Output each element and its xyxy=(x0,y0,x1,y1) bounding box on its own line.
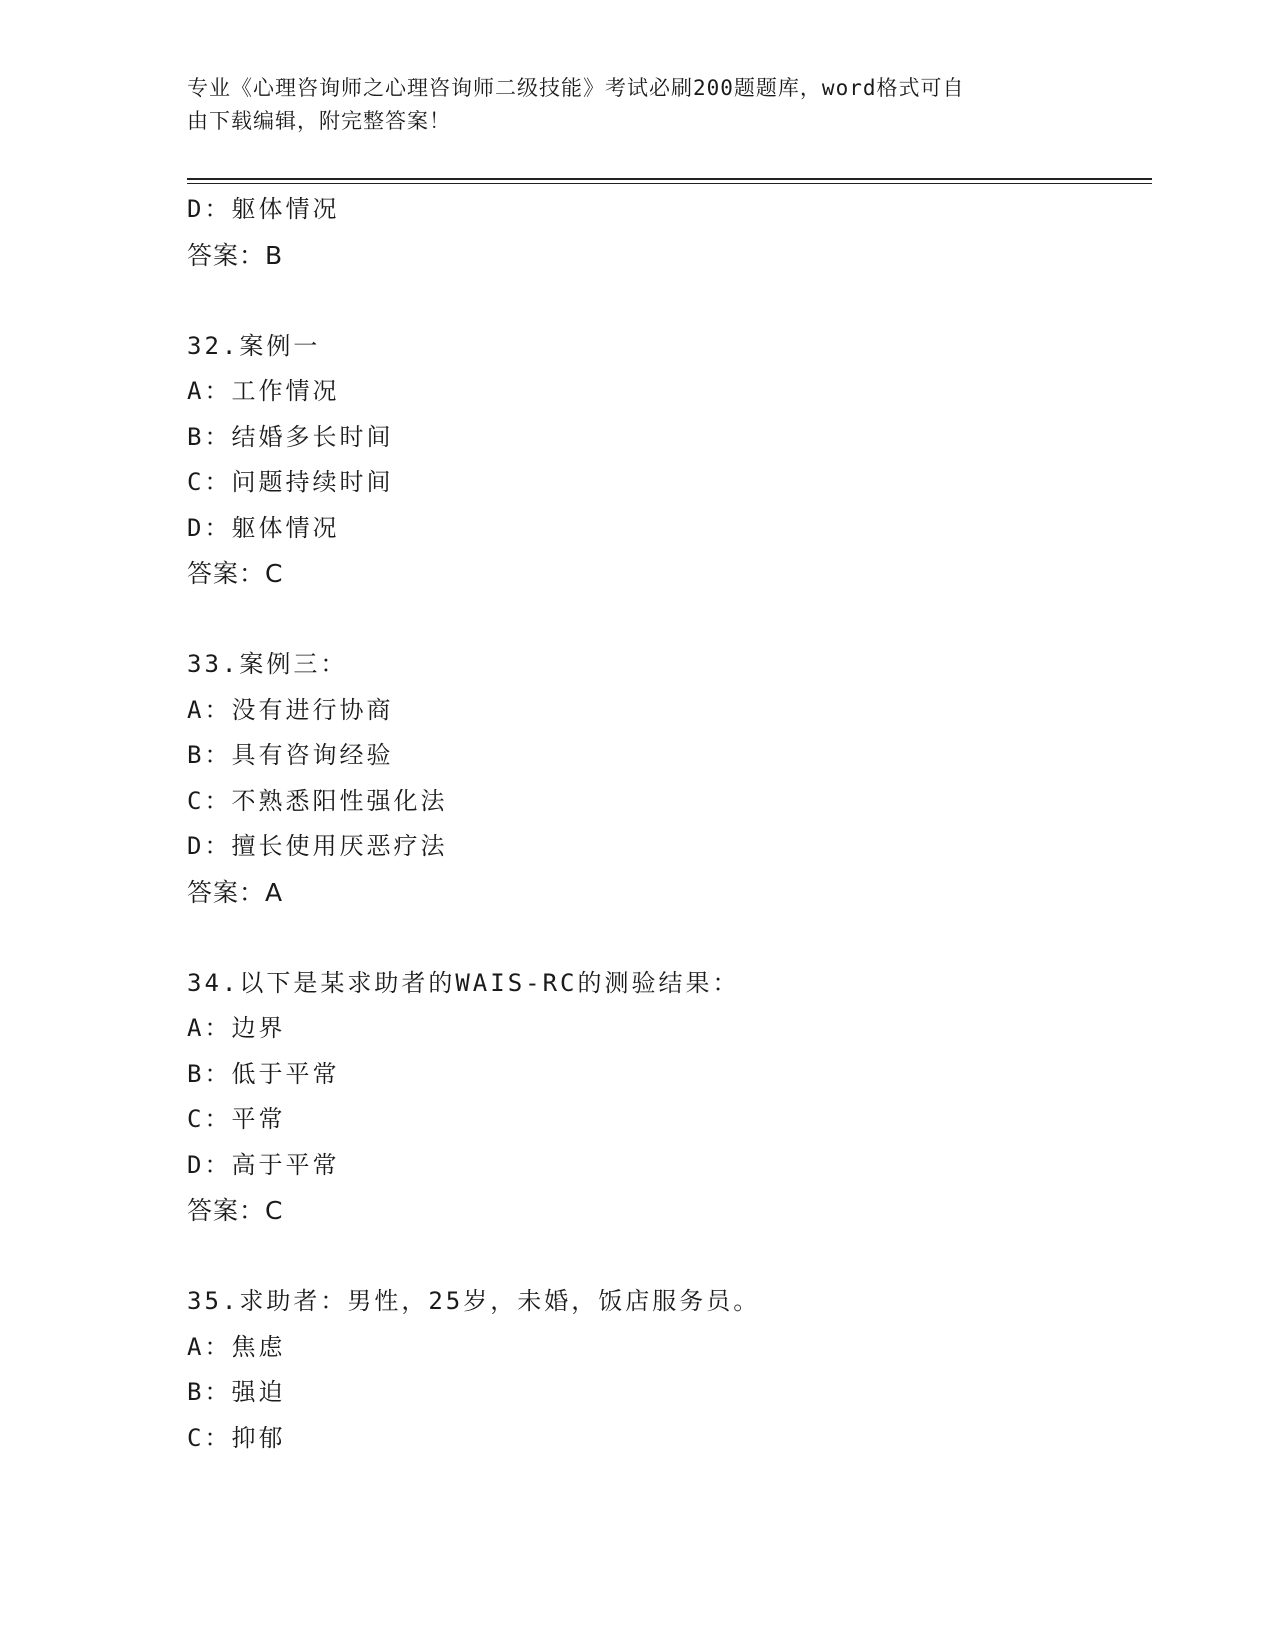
spacer xyxy=(187,915,1127,961)
option-a: A：边界 xyxy=(187,1014,286,1042)
answer-line: 答案：A xyxy=(187,877,284,907)
header-line-2: 由下载编辑，附完整答案！ xyxy=(187,109,451,133)
question-stem: 33.案例三： xyxy=(187,650,348,678)
option-c: C：抑郁 xyxy=(187,1423,286,1452)
option-a: A：工作情况 xyxy=(187,377,340,405)
option-b: B：强迫 xyxy=(187,1378,286,1406)
question-stem: 34.以下是某求助者的WAIS-RC的测验结果： xyxy=(187,968,740,997)
option-a: A：焦虑 xyxy=(187,1332,286,1361)
question-34 xyxy=(187,961,1127,1234)
option-d: D：擅长使用厌恶疗法 xyxy=(187,832,448,860)
answer-line: 答案：C xyxy=(187,1196,284,1225)
question-list xyxy=(187,187,1127,1461)
spacer xyxy=(187,597,1127,643)
header-divider-thin xyxy=(187,183,1152,184)
option-b: B：具有咨询经验 xyxy=(187,741,394,769)
option-c: C：平常 xyxy=(187,1105,286,1133)
answer-line: 答案：B xyxy=(187,240,284,270)
header-divider-thick xyxy=(187,178,1152,180)
question-32 xyxy=(187,324,1127,597)
option-d: D：高于平常 xyxy=(187,1150,340,1179)
option-c: C：不熟悉阳性强化法 xyxy=(187,786,448,815)
question-35 xyxy=(187,1279,1127,1461)
option-c: C：问题持续时间 xyxy=(187,468,394,496)
question-stem: 35.求助者：男性，25岁，未婚，饭店服务员。 xyxy=(187,1287,761,1315)
answer-line: 答案：C xyxy=(187,559,284,588)
question-stem: 32.案例一 xyxy=(187,331,321,360)
spacer xyxy=(187,1234,1127,1280)
question-33 xyxy=(187,642,1127,915)
option-b: B：低于平常 xyxy=(187,1059,340,1088)
document-header xyxy=(187,72,1067,138)
option-a: A：没有进行协商 xyxy=(187,695,394,724)
option-d: D：躯体情况 xyxy=(187,513,340,542)
spacer xyxy=(187,278,1127,324)
option-d: D：躯体情况 xyxy=(187,195,340,223)
option-b: B：结婚多长时间 xyxy=(187,422,394,451)
header-line-1: 专业《心理咨询师之心理咨询师二级技能》考试必刷200题题库，word格式可自 xyxy=(187,76,965,100)
